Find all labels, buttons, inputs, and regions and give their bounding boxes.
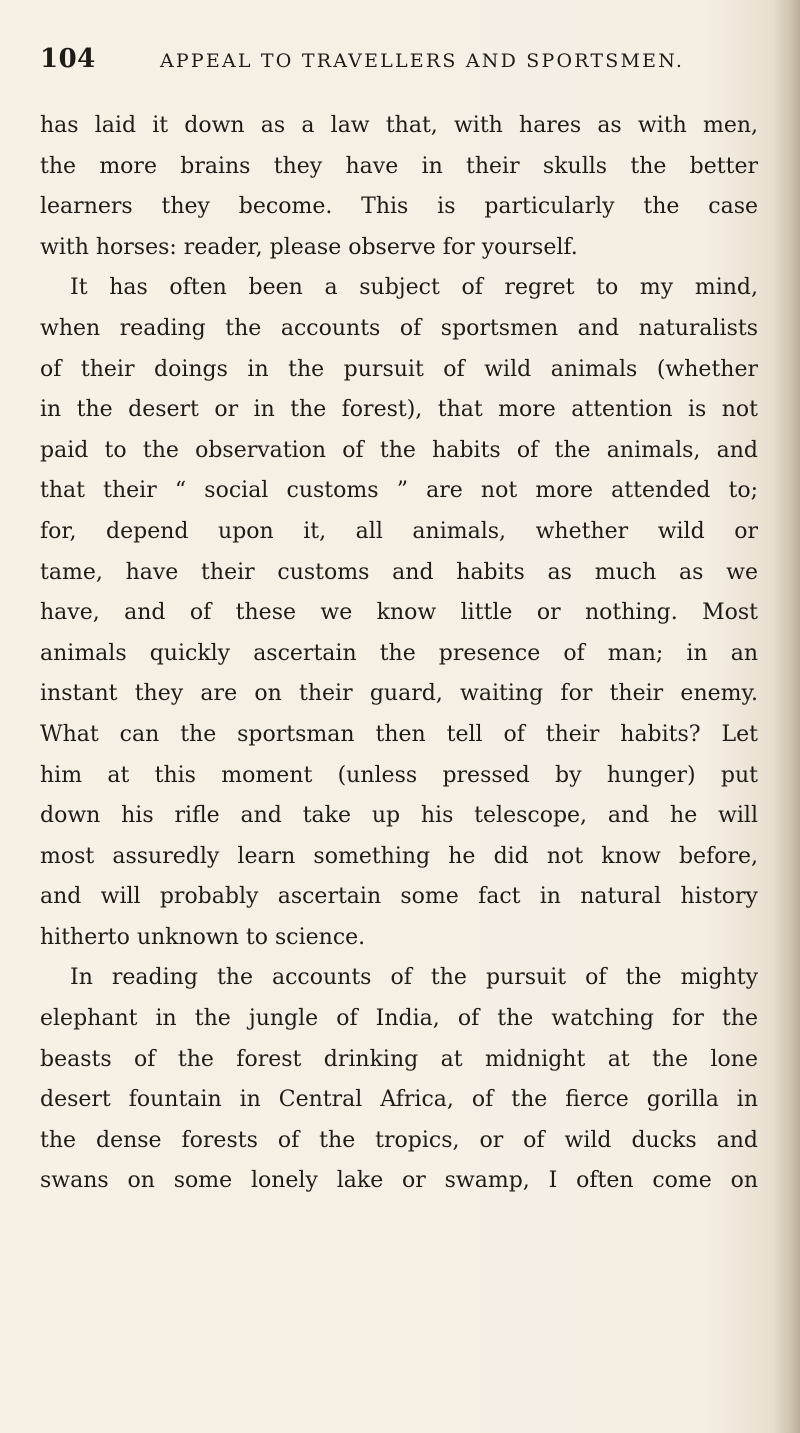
text-line: the more brains they have in their skulls the better xyxy=(40,153,758,179)
text-line: desert fountain in Central Africa, of the fierce gorilla in xyxy=(40,1087,758,1113)
text-line: In reading the accounts of the pursuit of the mighty xyxy=(70,965,758,991)
text-line: learners they become. This is particularly the case xyxy=(40,194,758,220)
text-line: him at this moment (unless pressed by hunger) put xyxy=(40,762,758,788)
text-line: paid to the observation of the habits of the animals, and xyxy=(40,437,758,463)
text-line: instant they are on their guard, waiting for their enemy. xyxy=(40,681,758,707)
text-line: in the desert or in the forest), that more attention is not xyxy=(40,397,758,423)
text-line: with horses: reader, please observe for yourself. xyxy=(40,234,578,260)
running-head: APPEAL TO TRAVELLERS AND SPORTSMEN. xyxy=(160,50,685,72)
page-number: 104 xyxy=(40,44,96,74)
text-line: has laid it down as a law that, with hares as with men, xyxy=(40,113,758,138)
text-line: down his rifle and take up his telescope, and he will xyxy=(40,803,758,829)
text-line: beasts of the forest drinking at midnight at the lone xyxy=(40,1046,758,1072)
text-line: the dense forests of the tropics, or of wild ducks and xyxy=(40,1127,758,1153)
text-line: most assuredly learn something he did not know before, xyxy=(40,843,758,869)
text-line: have, and of these we know little or nothing. Most xyxy=(40,600,758,626)
text-line: swans on some lonely lake or swamp, I often come on xyxy=(40,1168,758,1194)
text-line: when reading the accounts of sportsmen and naturalists xyxy=(40,315,758,341)
page-header xyxy=(40,44,760,84)
page-edge-shadow xyxy=(774,0,800,1433)
body-text xyxy=(40,106,758,1202)
text-line: It has often been a subject of regret to my mind, xyxy=(70,275,758,301)
text-line: tame, have their customs and habits as much as we xyxy=(40,559,758,585)
text-line: What can the sportsman then tell of their habits? Let xyxy=(40,721,758,747)
text-line: hitherto unknown to science. xyxy=(40,924,366,950)
text-line: that their “ social customs ” are not more attended to; xyxy=(40,478,758,504)
text-line: elephant in the jungle of India, of the watching for the xyxy=(40,1006,758,1032)
text-line: and will probably ascertain some fact in natural history xyxy=(40,884,758,910)
text-line: for, depend upon it, all animals, whether wild or xyxy=(40,518,758,544)
text-line: of their doings in the pursuit of wild animals (whether xyxy=(40,356,758,382)
text-line: animals quickly ascertain the presence of man; in an xyxy=(40,640,758,666)
